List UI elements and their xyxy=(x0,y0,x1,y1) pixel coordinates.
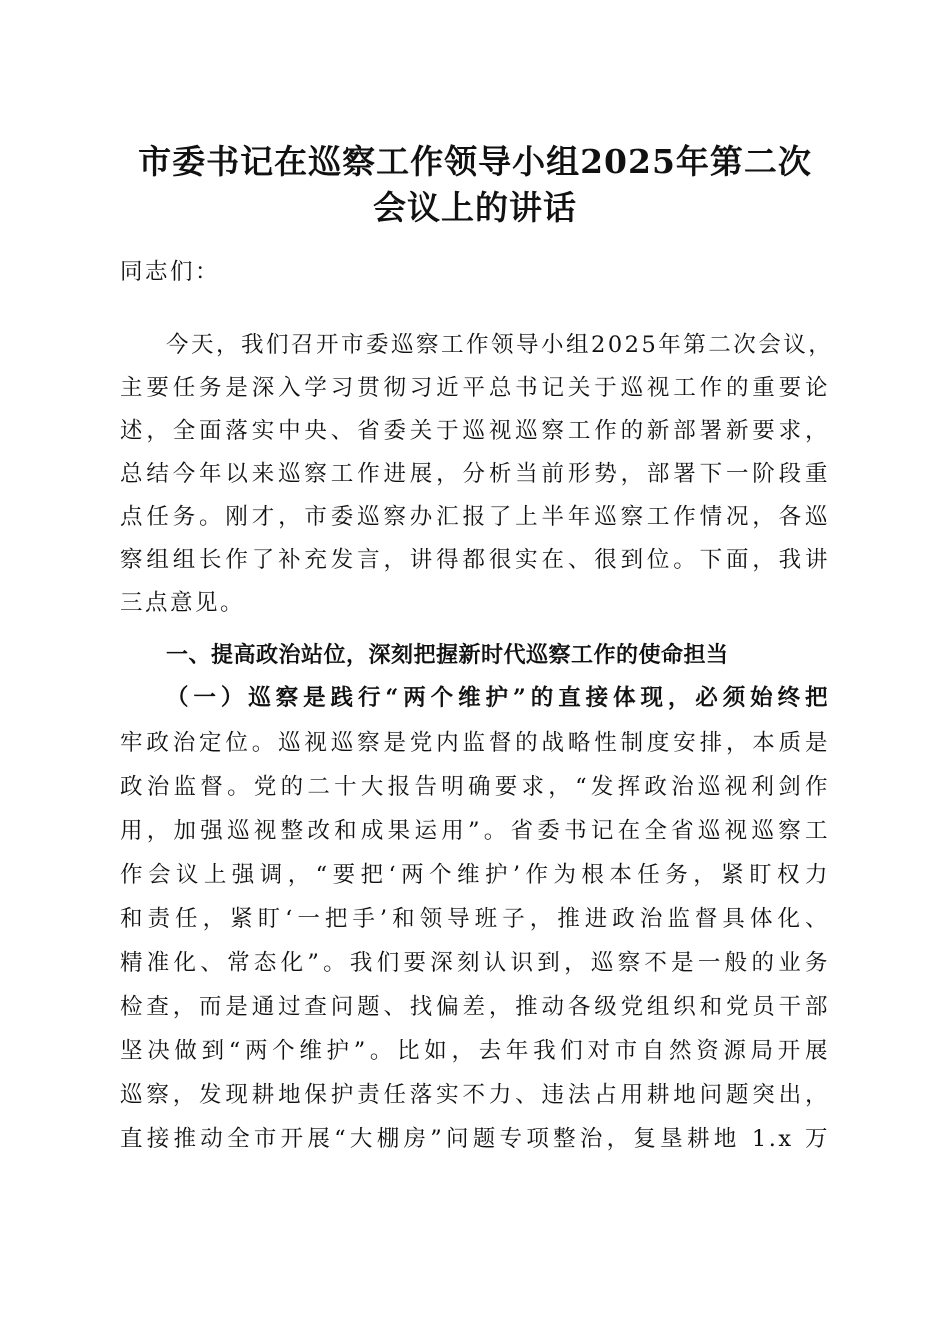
section-1-line: 检查，而是通过查问题、找偏差，推动各级党组织和党员干部 xyxy=(120,994,830,1020)
section-1-line: 坚决做到“两个维护”。比如，去年我们对市自然资源局开展 xyxy=(120,1038,830,1064)
section-1-line: 巡察，发现耕地保护责任落实不力、违法占用耕地问题突出， xyxy=(120,1082,830,1108)
section-1-line: 政治监督。党的二十大报告明确要求，“发挥政治巡视利剑作 xyxy=(120,774,830,800)
section-1-line: （一）巡察是践行“两个维护”的直接体现，必须始终把 xyxy=(166,685,830,711)
section-1-line: 精准化、常态化”。我们要深刻认识到，巡察不是一般的业务 xyxy=(120,950,830,976)
intro-line: 三点意见。 xyxy=(120,590,246,616)
document-title-line-2: 会议上的讲话 xyxy=(373,188,577,227)
section-1-line: 用，加强巡视整改和成果运用”。省委书记在全省巡视巡察工 xyxy=(120,818,830,844)
section-1-line: 牢政治定位。巡视巡察是党内监督的战略性制度安排，本质是 xyxy=(120,730,830,756)
intro-line: 总结今年以来巡察工作进展，分析当前形势，部署下一阶段重 xyxy=(120,461,830,487)
intro-line: 述，全面落实中央、省委关于巡视巡察工作的新部署新要求， xyxy=(120,418,830,444)
section-1-line: 直接推动全市开展“大棚房”问题专项整治，复垦耕地 1.x 万 xyxy=(120,1126,830,1152)
section-1-line: 作会议上强调，“要把‘两个维护’作为根本任务，紧盯权力 xyxy=(120,862,830,888)
intro-line: 察组组长作了补充发言，讲得都很实在、很到位。下面，我讲 xyxy=(120,547,830,573)
salutation: 同志们： xyxy=(120,259,221,285)
document-title-line-1: 市委书记在巡察工作领导小组2025年第二次 xyxy=(138,142,812,181)
intro-line: 今天，我们召开市委巡察工作领导小组2025年第二次会议， xyxy=(166,332,834,358)
intro-line: 点任务。刚才，市委巡察办汇报了上半年巡察工作情况，各巡 xyxy=(120,504,830,530)
section-1-line: 和责任，紧盯‘一把手’和领导班子，推进政治监督具体化、 xyxy=(120,906,830,932)
intro-line: 主要任务是深入学习贯彻习近平总书记关于巡视工作的重要论 xyxy=(120,375,830,401)
section-heading: 一、提高政治站位，深刻把握新时代巡察工作的使命担当 xyxy=(166,643,729,668)
